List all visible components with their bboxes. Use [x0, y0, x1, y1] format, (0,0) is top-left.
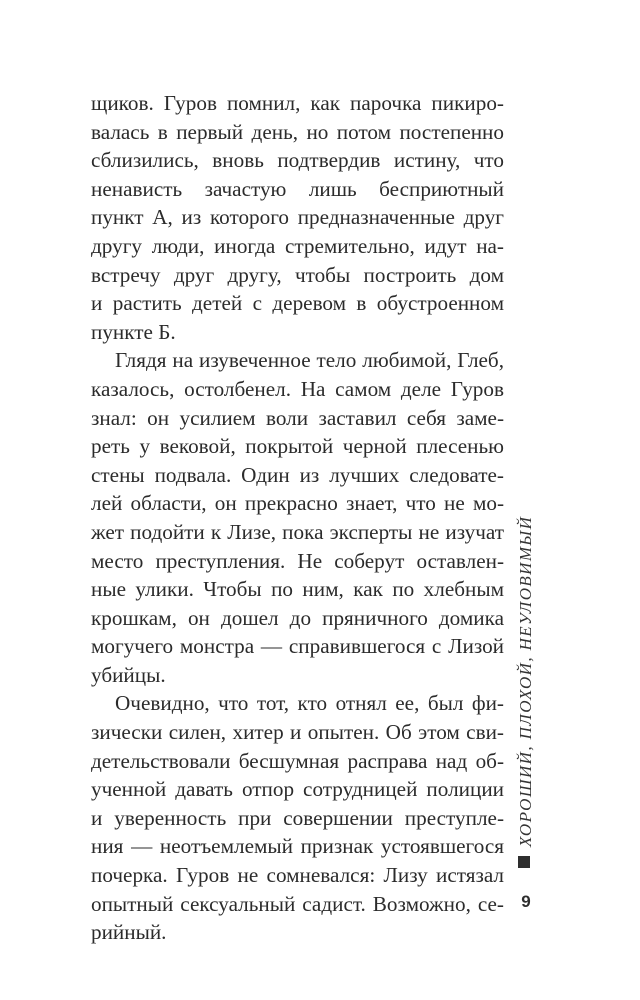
text-line: крошкам, он дошел до пряничного домика: [91, 605, 504, 630]
paragraph-start-line: Глядя на изувеченное тело любимой, Глеб,: [115, 348, 504, 373]
text-line: реть у вековой, покрытой черной плесенью: [91, 434, 504, 459]
text-line: жет подойти к Лизе, пока эксперты не изучат: [91, 519, 504, 544]
text-line: и уверенность при совершении преступле-: [91, 805, 504, 830]
paragraph-end-line: убийцы.: [91, 662, 166, 687]
text-line: валась в первый день, но потом постепенно: [91, 119, 504, 144]
text-line: стены подвала. Один из лучших следовате-: [91, 462, 504, 487]
black-square-icon: [518, 856, 530, 868]
text-line: щиков. Гуров помнил, как парочка пикиро-: [91, 91, 504, 115]
paragraph-end-line: пункте Б.: [91, 319, 176, 344]
text-line: место преступления. Не соберут оставлен-: [91, 548, 504, 573]
text-line: опытный сексуальный садист. Возможно, се-: [91, 891, 504, 916]
text-line: детельствовали бесшумная расправа над об-: [91, 748, 504, 773]
text-line: зически силен, хитер и опытен. Об этом сви-: [91, 720, 504, 745]
text-line: почерка. Гуров не сомневался: Лизу истязал: [91, 863, 504, 888]
text-line: ния — неотъемлемый признак устоявшегося: [91, 834, 504, 859]
text-line: могучего монстра — справившегося с Лизой: [91, 634, 504, 659]
text-line: сблизились, вновь подтвердив истину, что: [91, 148, 504, 173]
text-line: ученной давать отпор сотрудницей полиции: [91, 777, 504, 802]
page-footer-column: [512, 515, 542, 920]
text-line: ненависть зачастую лишь бесприютный: [91, 176, 504, 201]
paragraph-end-line: рийный.: [91, 920, 167, 945]
text-line: казалось, остолбенел. На самом деле Гуров: [91, 376, 504, 401]
text-line: другу люди, иногда стремительно, идут на-: [91, 233, 504, 258]
text-line: и растить детей с деревом в обустроенном: [91, 291, 504, 316]
running-title: ХОРОШИЙ, ПЛОХОЙ, НЕУЛОВИМЫЙ: [516, 515, 535, 847]
text-line: лей области, он прекрасно знает, что не мо-: [91, 491, 504, 516]
page-number: 9: [521, 892, 531, 911]
text-line: ные улики. Чтобы по ним, как по хлебным: [91, 577, 504, 602]
text-line: знал: он усилием воли заставил себя заме-: [91, 405, 504, 430]
paragraph-start-line: Очевидно, что тот, кто отнял ее, был фи-: [115, 691, 504, 716]
text-line: встречу друг другу, чтобы построить дом: [91, 262, 504, 287]
body-text: [91, 89, 504, 947]
text-line: пункт А, из которого предназначенные друг: [91, 205, 504, 230]
